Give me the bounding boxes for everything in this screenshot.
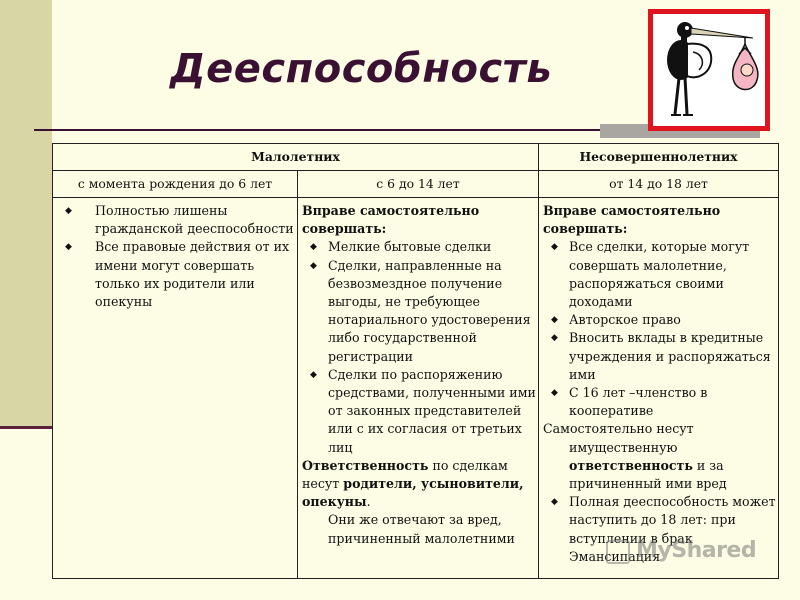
header-adolescents: Несовершеннолетних	[539, 144, 779, 171]
responsibility-paragraph	[302, 457, 536, 512]
left-decor-line	[0, 426, 52, 429]
responsibility-label: ответственность	[569, 457, 693, 473]
responsibility-paragraph	[543, 439, 776, 494]
list-item: ◆ Полностью лишены гражданской дееспособности	[57, 202, 295, 238]
table-header-row	[53, 144, 779, 171]
list-item: ◆ Вносить вклады в кредитные учреждения и распоряжаться ими	[543, 329, 776, 384]
watermark-text: MyShared	[636, 538, 757, 563]
responsibility-text: по сделкам несут	[302, 457, 508, 492]
age-range-6-14: с 6 до 14 лет	[298, 171, 539, 198]
responsibility-text: и за причиненный ими вред	[569, 457, 727, 492]
harm-liability-note: Они же отвечают за вред, причиненный малолетними	[328, 512, 515, 546]
column-birth-6	[53, 198, 298, 579]
stork-illustration	[648, 9, 770, 131]
list-item: ◆ Все правовые действия от их имени могут совершать только их родители или опекуны	[57, 238, 295, 311]
table-content-row	[53, 198, 779, 579]
watermark	[606, 536, 766, 570]
column-14-18	[539, 198, 779, 579]
capacity-table	[52, 143, 779, 579]
list-item: ◆ Мелкие бытовые сделки	[302, 238, 536, 256]
responsible-parties: родители, усыновители, опекуны	[302, 476, 524, 510]
responsibility-dot: .	[366, 494, 371, 510]
column-6-14	[298, 198, 539, 579]
rights-heading: Вправе самостоятельно совершать:	[302, 203, 480, 237]
table-age-row	[53, 171, 779, 198]
list-item: ◆ Сделки по распоряжению средствами, полученными ими от законных представителей или с их согласия от третьих лиц	[302, 366, 536, 457]
rights-heading: Вправе самостоятельно совершать:	[543, 203, 721, 237]
age-range-14-18: от 14 до 18 лет	[539, 171, 779, 198]
stork-icon	[653, 14, 765, 126]
responsibility-label: Ответственность	[302, 457, 429, 473]
responsibility-line: имущественную	[569, 439, 678, 455]
list-item: ◆ С 16 лет –членство в кооперативе	[543, 384, 776, 420]
slide-title: Дееспособность	[170, 46, 553, 92]
responsibility-intro: Самостоятельно несут	[543, 421, 694, 437]
title-divider	[34, 129, 602, 131]
header-minors: Малолетних	[53, 144, 539, 171]
list-item: ◆ Авторское право	[543, 311, 776, 329]
age-range-birth-6: с момента рождения до 6 лет	[53, 171, 298, 198]
list-item: ◆ Все сделки, которые могут совершать малолетние, распоряжаться своими доходами	[543, 238, 776, 311]
left-decor-bar	[0, 0, 52, 428]
watermark-logo-icon	[606, 540, 630, 564]
emancipation-term: Эмансипация	[569, 548, 661, 564]
emancipation-text: Полная дееспособность может наступить до 18 лет: при вступлении в брак	[569, 494, 776, 546]
list-item: ◆ Сделки, направленные на безвозмездное получение выгоды, не требующее нотариального удостоверения либо государственной регистрации	[302, 257, 536, 366]
